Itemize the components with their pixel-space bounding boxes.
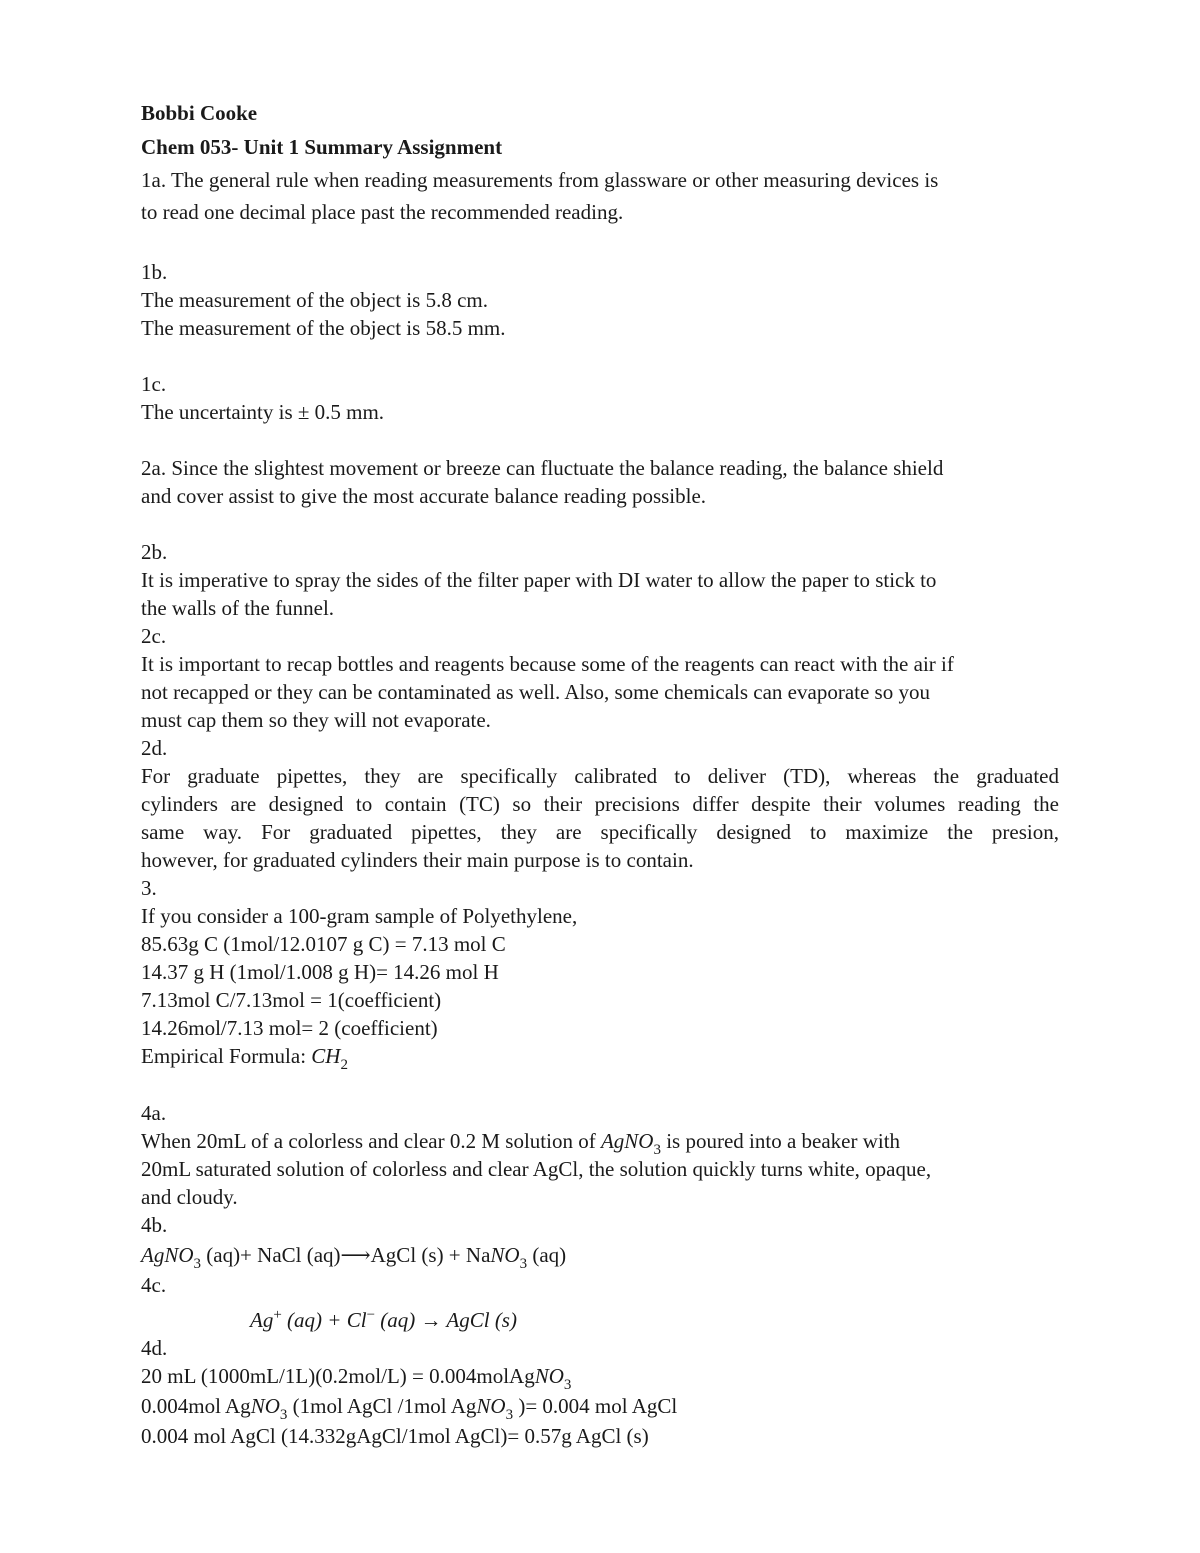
q1b-line2: The measurement of the object is 58.5 mm. bbox=[141, 316, 506, 340]
q2c-line2: not recapped or they can be contaminated as well. Also, some chemicals can evaporate so you bbox=[141, 680, 930, 704]
empirical-formula-line bbox=[141, 1044, 348, 1073]
q1c-label: 1c. bbox=[141, 372, 167, 396]
q2d-line2: cylinders are designed to contain (TC) so their precisions differ despite their volumes reading the bbox=[141, 792, 1059, 816]
q1b-line1: The measurement of the object is 5.8 cm. bbox=[141, 288, 488, 312]
empirical-formula: $CH_2$ bbox=[311, 1044, 348, 1073]
q4c-label: 4c. bbox=[141, 1273, 167, 1297]
q4d-line2: 0.004mol AgNO$_3$ (1mol AgCl /1mol AgNO$_3$ )= 0.004 mol AgCl bbox=[141, 1394, 678, 1423]
q2d-line1: For graduate pipettes, they are specifically calibrated to deliver (TD), whereas the graduated bbox=[141, 764, 1059, 788]
q4b-equation: AgNO$_3$ (aq)+ NaCl (aq)⟶AgCl (s) + NaNO$_3$ (aq) bbox=[141, 1243, 567, 1272]
q1a-line2: to read one decimal place past the recommended reading. bbox=[141, 200, 624, 224]
net-ionic-equation: Ag+ (aq) + Cl− (aq) → AgCl (s) bbox=[250, 1307, 517, 1332]
author-name: Bobbi Cooke bbox=[141, 101, 258, 125]
q4b-label: 4b. bbox=[141, 1213, 168, 1237]
q4a-line1: When 20mL of a colorless and clear 0.2 M solution of AgNO$_3$ is poured into a beaker with bbox=[141, 1129, 901, 1158]
q2c-line3: must cap them so they will not evaporate. bbox=[141, 708, 491, 732]
agno3-formula: AgNO$_3$ bbox=[600, 1129, 661, 1158]
q2d-label: 2d. bbox=[141, 736, 168, 760]
q1b-label: 1b. bbox=[141, 260, 168, 284]
q3-line5: 14.26mol/7.13 mol= 2 (coefficient) bbox=[141, 1016, 438, 1040]
q2c-label: 2c. bbox=[141, 624, 167, 648]
empirical-formula-label: Empirical Formula: bbox=[141, 1044, 307, 1068]
q2d-line4: however, for graduated cylinders their main purpose is to contain. bbox=[141, 848, 694, 872]
q2c-line1: It is important to recap bottles and reagents because some of the reagents can react with the air if bbox=[141, 652, 954, 676]
q4a-label: 4a. bbox=[141, 1101, 167, 1125]
q4d-line3: 0.004 mol AgCl (14.332gAgCl/1mol AgCl)= 0.57g AgCl (s) bbox=[141, 1424, 649, 1448]
q2b-label: 2b. bbox=[141, 540, 168, 564]
q3-label: 3. bbox=[141, 876, 157, 900]
q2d-line3: same way. For graduated pipettes, they are specifically designed to maximize the presion, bbox=[141, 820, 1059, 844]
q1c-line1: The uncertainty is ± 0.5 mm. bbox=[141, 400, 385, 424]
q3-line3: 14.37 g H (1mol/1.008 g H)= 14.26 mol H bbox=[141, 960, 499, 984]
q4d-line1: 20 mL (1000mL/1L)(0.2mol/L) = 0.004molAgNO$_3$ bbox=[141, 1364, 572, 1393]
q2b-line1: It is imperative to spray the sides of the filter paper with DI water to allow the paper to stick to bbox=[141, 568, 937, 592]
q2b-line2: the walls of the funnel. bbox=[141, 596, 335, 620]
q3-line4: 7.13mol C/7.13mol = 1(coefficient) bbox=[141, 988, 442, 1012]
q4a-line2: 20mL saturated solution of colorless and clear AgCl, the solution quickly turns white, opaque, bbox=[141, 1157, 932, 1181]
assignment-title: Chem 053- Unit 1 Summary Assignment bbox=[141, 135, 503, 159]
q3-line2: 85.63g C (1mol/12.0107 g C) = 7.13 mol C bbox=[141, 932, 506, 956]
q4a-line3: and cloudy. bbox=[141, 1185, 238, 1209]
q2a-line1: 2a. Since the slightest movement or breeze can fluctuate the balance reading, the balance shield bbox=[141, 456, 944, 480]
q1a-line1: 1a. The general rule when reading measurements from glassware or other measuring devices is bbox=[141, 168, 939, 192]
q2a-line2: and cover assist to give the most accurate balance reading possible. bbox=[141, 484, 707, 508]
q4d-label: 4d. bbox=[141, 1336, 168, 1360]
q3-line1: If you consider a 100-gram sample of Polyethylene, bbox=[141, 904, 578, 928]
